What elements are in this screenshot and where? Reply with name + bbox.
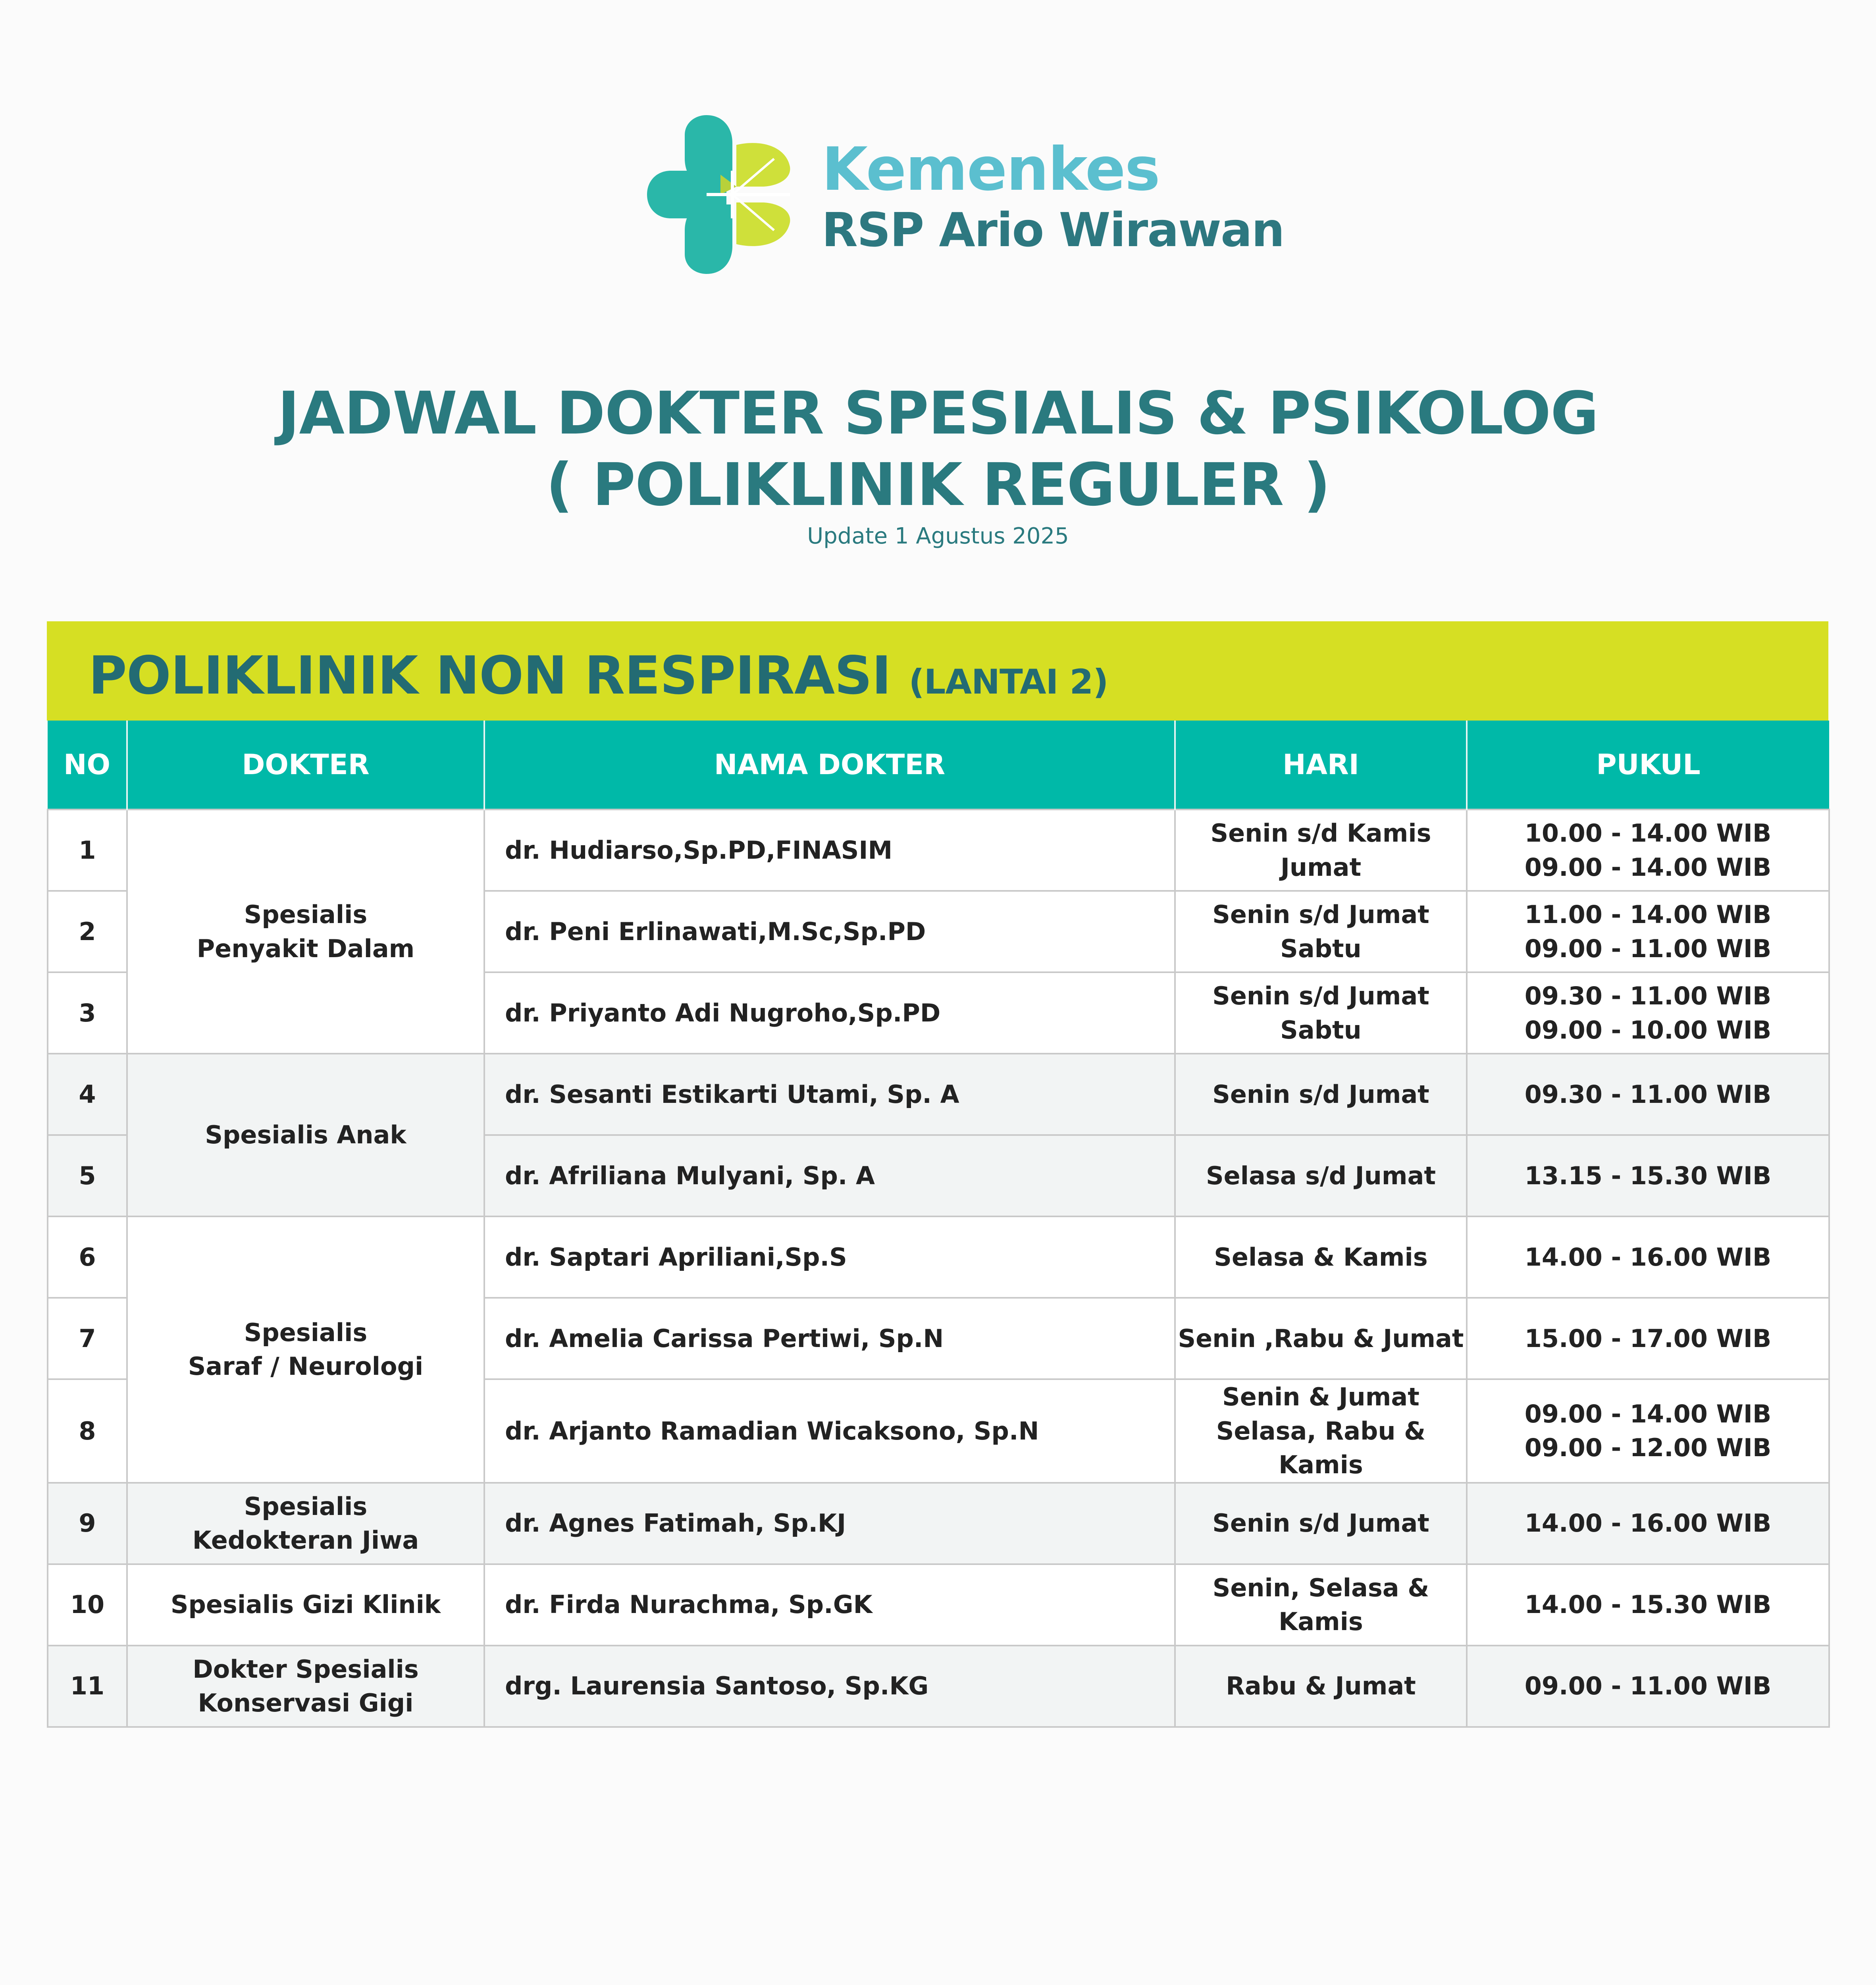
table-row xyxy=(48,1054,1829,1135)
doctor-name: dr. Firda Nurachma, Sp.GK xyxy=(484,1564,1175,1646)
time-line: 13.15 - 15.30 WIB xyxy=(1524,1161,1772,1190)
specialty-line: Penyakit Dalam xyxy=(196,934,415,963)
specialty-cell xyxy=(127,1216,484,1483)
time-line: 15.00 - 17.00 WIB xyxy=(1524,1324,1772,1353)
time-line: 10.00 - 14.00 WIB xyxy=(1524,818,1772,848)
section-header xyxy=(47,621,1828,721)
specialty-cell xyxy=(127,809,484,1054)
schedule-days xyxy=(1175,1135,1467,1216)
schedule-days xyxy=(1175,809,1467,891)
schedule-days xyxy=(1175,972,1467,1054)
schedule-days xyxy=(1175,1216,1467,1298)
table-row xyxy=(48,1483,1829,1564)
specialty-line: Saraf / Neurologi xyxy=(188,1352,424,1381)
day-line: Jumat xyxy=(1280,852,1362,882)
doctor-name: dr. Arjanto Ramadian Wicaksono, Sp.N xyxy=(484,1379,1175,1483)
schedule-times xyxy=(1467,1054,1829,1135)
row-number: 6 xyxy=(48,1216,127,1298)
schedule-times xyxy=(1467,1564,1829,1646)
table-row xyxy=(48,1564,1829,1646)
header-day: HARI xyxy=(1175,721,1467,809)
specialty-line: Spesialis xyxy=(244,1318,368,1347)
doctor-name: dr. Afriliana Mulyani, Sp. A xyxy=(484,1135,1175,1216)
day-line: Senin s/d Kamis xyxy=(1210,818,1431,848)
section-title xyxy=(89,645,1108,706)
schedule-times xyxy=(1467,1216,1829,1298)
schedule-times xyxy=(1467,972,1829,1054)
row-number: 7 xyxy=(48,1298,127,1379)
specialty-line: Konservasi Gigi xyxy=(198,1688,414,1718)
time-line: 09.00 - 11.00 WIB xyxy=(1524,934,1772,963)
day-line: Selasa & Kamis xyxy=(1214,1242,1428,1272)
day-line: Senin s/d Jumat xyxy=(1212,1079,1429,1109)
section-title-text: POLIKLINIK NON RESPIRASI xyxy=(89,645,891,706)
time-line: 09.00 - 10.00 WIB xyxy=(1524,1015,1772,1045)
page-subtitle: ( POLIKLINIK REGULER ) xyxy=(546,451,1330,519)
day-line: Selasa s/d Jumat xyxy=(1206,1161,1436,1190)
row-number: 2 xyxy=(48,891,127,972)
table-row xyxy=(48,809,1829,891)
doctor-name: dr. Priyanto Adi Nugroho,Sp.PD xyxy=(484,972,1175,1054)
schedule-times xyxy=(1467,1298,1829,1379)
day-line: Sabtu xyxy=(1280,934,1362,963)
day-line: Rabu & Jumat xyxy=(1226,1671,1416,1701)
kemenkes-logo-icon xyxy=(647,115,798,274)
schedule-days xyxy=(1175,1054,1467,1135)
time-line: 11.00 - 14.00 WIB xyxy=(1524,900,1772,929)
day-line: Senin s/d Jumat xyxy=(1212,981,1429,1010)
doctor-name: dr. Sesanti Estikarti Utami, Sp. A xyxy=(484,1054,1175,1135)
specialty-line: Spesialis xyxy=(244,900,368,929)
schedule-days xyxy=(1175,1564,1467,1646)
hospital-name: RSP Ario Wirawan xyxy=(822,202,1284,257)
row-number: 11 xyxy=(48,1646,127,1727)
specialty-line: Kedokteran Jiwa xyxy=(192,1526,419,1555)
table-header-row xyxy=(48,721,1829,809)
page-title: JADWAL DOKTER SPESIALIS & PSIKOLOG xyxy=(277,379,1599,447)
specialty-line: Spesialis Gizi Klinik xyxy=(170,1590,441,1619)
specialty-cell xyxy=(127,1646,484,1727)
schedule-days xyxy=(1175,1646,1467,1727)
row-number: 10 xyxy=(48,1564,127,1646)
doctor-name: dr. Saptari Apriliani,Sp.S xyxy=(484,1216,1175,1298)
day-line: Senin s/d Jumat xyxy=(1212,900,1429,929)
schedule-times xyxy=(1467,891,1829,972)
specialty-line: Dokter Spesialis xyxy=(193,1654,419,1684)
row-number: 3 xyxy=(48,972,127,1054)
schedule-times xyxy=(1467,1135,1829,1216)
hospital-logo xyxy=(647,115,1284,282)
schedule-table xyxy=(47,721,1830,1728)
time-line: 14.00 - 16.00 WIB xyxy=(1524,1509,1772,1538)
doctor-name: dr. Hudiarso,Sp.PD,FINASIM xyxy=(484,809,1175,891)
specialty-cell xyxy=(127,1054,484,1216)
schedule-days xyxy=(1175,1298,1467,1379)
schedule-times xyxy=(1467,1646,1829,1727)
day-line: Senin s/d Jumat xyxy=(1212,1509,1429,1538)
schedule-days xyxy=(1175,1483,1467,1564)
header-no: NO xyxy=(48,721,127,809)
section-subtitle: (LANTAI 2) xyxy=(909,662,1108,702)
schedule-body xyxy=(48,809,1829,1727)
doctor-name: dr. Agnes Fatimah, Sp.KJ xyxy=(484,1483,1175,1564)
specialty-line: Spesialis xyxy=(244,1492,368,1521)
day-line: Selasa, Rabu & Kamis xyxy=(1216,1416,1426,1480)
row-number: 4 xyxy=(48,1054,127,1135)
update-date: Update 1 Agustus 2025 xyxy=(807,523,1069,549)
doctor-name: dr. Amelia Carissa Pertiwi, Sp.N xyxy=(484,1298,1175,1379)
schedule-days xyxy=(1175,891,1467,972)
day-line: Senin & Jumat xyxy=(1222,1382,1420,1411)
time-line: 09.00 - 11.00 WIB xyxy=(1524,1671,1772,1701)
schedule-days xyxy=(1175,1379,1467,1483)
doctor-name: dr. Peni Erlinawati,M.Sc,Sp.PD xyxy=(484,891,1175,972)
specialty-line: Spesialis Anak xyxy=(205,1120,406,1150)
day-line: Senin ,Rabu & Jumat xyxy=(1178,1324,1464,1353)
day-line: Senin, Selasa & Kamis xyxy=(1212,1573,1429,1636)
time-line: 09.00 - 14.00 WIB xyxy=(1524,1399,1772,1428)
header-doctor: DOKTER xyxy=(127,721,484,809)
schedule-times xyxy=(1467,1483,1829,1564)
time-line: 14.00 - 16.00 WIB xyxy=(1524,1242,1772,1272)
header-doctor-name: NAMA DOKTER xyxy=(484,721,1175,809)
row-number: 5 xyxy=(48,1135,127,1216)
table-row xyxy=(48,1646,1829,1727)
specialty-cell xyxy=(127,1564,484,1646)
specialty-cell xyxy=(127,1483,484,1564)
table-row xyxy=(48,1216,1829,1298)
time-line: 09.00 - 12.00 WIB xyxy=(1524,1433,1772,1463)
time-line: 09.30 - 11.00 WIB xyxy=(1524,981,1772,1010)
time-line: 09.00 - 14.00 WIB xyxy=(1524,852,1772,882)
row-number: 9 xyxy=(48,1483,127,1564)
row-number: 8 xyxy=(48,1379,127,1483)
doctor-name: drg. Laurensia Santoso, Sp.KG xyxy=(484,1646,1175,1727)
schedule-times xyxy=(1467,1379,1829,1483)
day-line: Sabtu xyxy=(1280,1015,1362,1045)
brand-name: Kemenkes xyxy=(822,135,1159,204)
schedule-times xyxy=(1467,809,1829,891)
time-line: 09.30 - 11.00 WIB xyxy=(1524,1079,1772,1109)
header-time: PUKUL xyxy=(1467,721,1829,809)
row-number: 1 xyxy=(48,809,127,891)
time-line: 14.00 - 15.30 WIB xyxy=(1524,1590,1772,1619)
